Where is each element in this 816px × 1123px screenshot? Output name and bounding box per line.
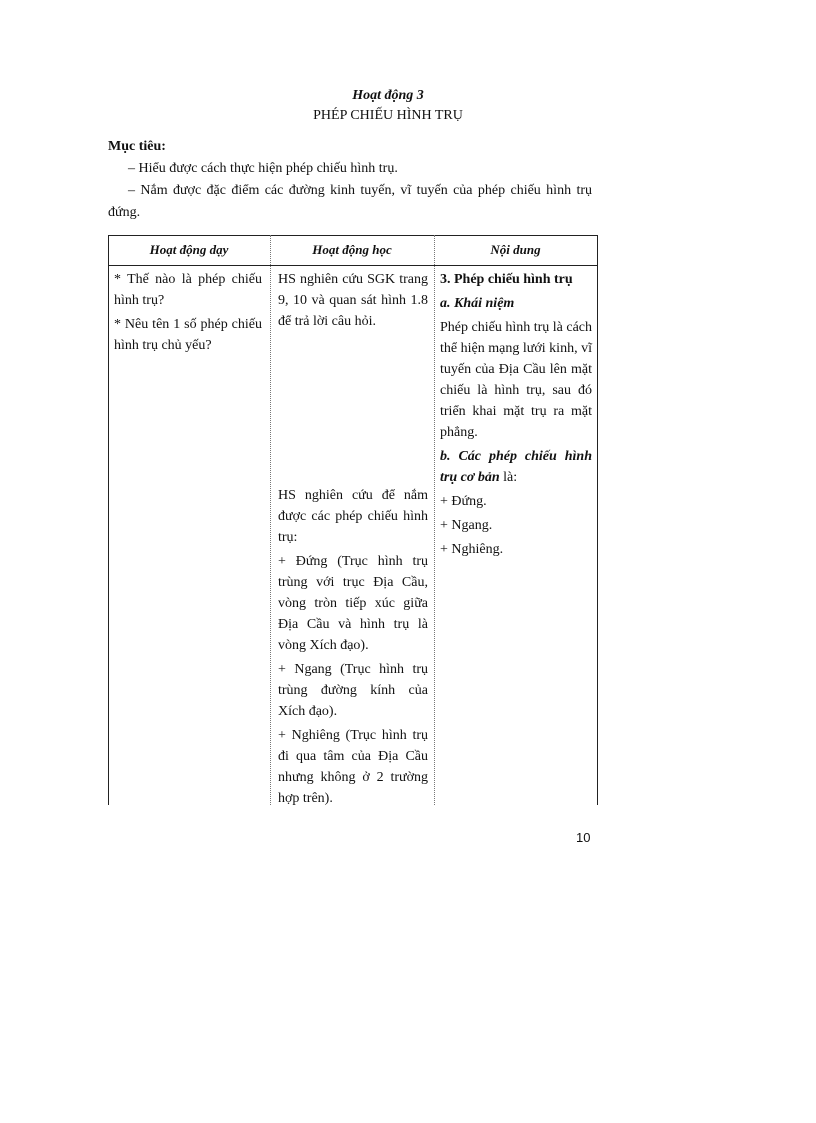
content-type: + Ngang. <box>440 518 493 533</box>
teaching-question: * Thế nào là phép chiếu hình trụ? <box>114 272 262 308</box>
learning-text: + Nghiêng (Trục hình trụ đi qua tâm của Địa Cầu nhưng không ở 2 trường hợp trên). <box>278 728 428 806</box>
column-header-content: Nội dung <box>490 242 541 257</box>
objective-label: Mục tiêu: <box>108 139 166 154</box>
content-section-title: 3. Phép chiếu hình trụ <box>440 272 573 287</box>
content-type: + Nghiêng. <box>440 542 504 557</box>
learning-text: + Đứng (Trục hình trụ trùng với trục Địa Cầu, vòng tròn tiếp xúc giữa Địa Cầu và hình trụ là vòng Xích đạo). <box>278 554 428 653</box>
content-subheading-b: b. Các phép chiếu hình trụ cơ bản <box>440 449 592 485</box>
page-number: 10 <box>576 830 591 845</box>
content-cell <box>440 269 592 563</box>
objective-item: – Nắm được đặc điểm các đường kinh tuyến, vĩ tuyến của phép chiếu hình trụ đứng. <box>108 183 592 220</box>
content-type: + Đứng. <box>440 494 487 509</box>
objective-section <box>108 136 592 224</box>
learning-text: HS nghiên cứu SGK trang 9, 10 và quan sát hình 1.8 để trả lời câu hỏi. <box>278 272 428 329</box>
teaching-cell <box>114 269 262 359</box>
content-definition: Phép chiếu hình trụ là cách thể hiện mạng lưới kinh, vĩ tuyến của Địa Cầu lên mặt chiếu là hình trụ, sau đó triển khai mặt trụ ra mặt phẳng. <box>440 320 593 440</box>
lesson-table <box>108 235 598 805</box>
column-header-teaching: Hoạt động dạy <box>149 242 229 257</box>
content-subheading-a: a. Khái niệm <box>440 296 515 311</box>
content-subheading-b-tail: là: <box>499 470 518 485</box>
content-subheading-b-line <box>440 446 592 488</box>
learning-text: HS nghiên cứu để nắm được các phép chiếu hình trụ: <box>278 488 428 545</box>
teaching-question: * Nêu tên 1 số phép chiếu hình trụ chủ yếu? <box>114 317 262 353</box>
learning-text: + Ngang (Trục hình trụ trùng đường kính của Xích đạo). <box>278 662 428 719</box>
learning-cell-1 <box>278 269 428 335</box>
column-header-learning: Hoạt động học <box>312 242 392 257</box>
activity-heading: Hoạt động 3 <box>352 88 424 103</box>
page-title: PHÉP CHIẾU HÌNH TRỤ <box>313 108 463 123</box>
learning-cell-2 <box>278 485 428 812</box>
objective-item: – Hiểu được cách thực hiện phép chiếu hình trụ. <box>128 161 398 176</box>
